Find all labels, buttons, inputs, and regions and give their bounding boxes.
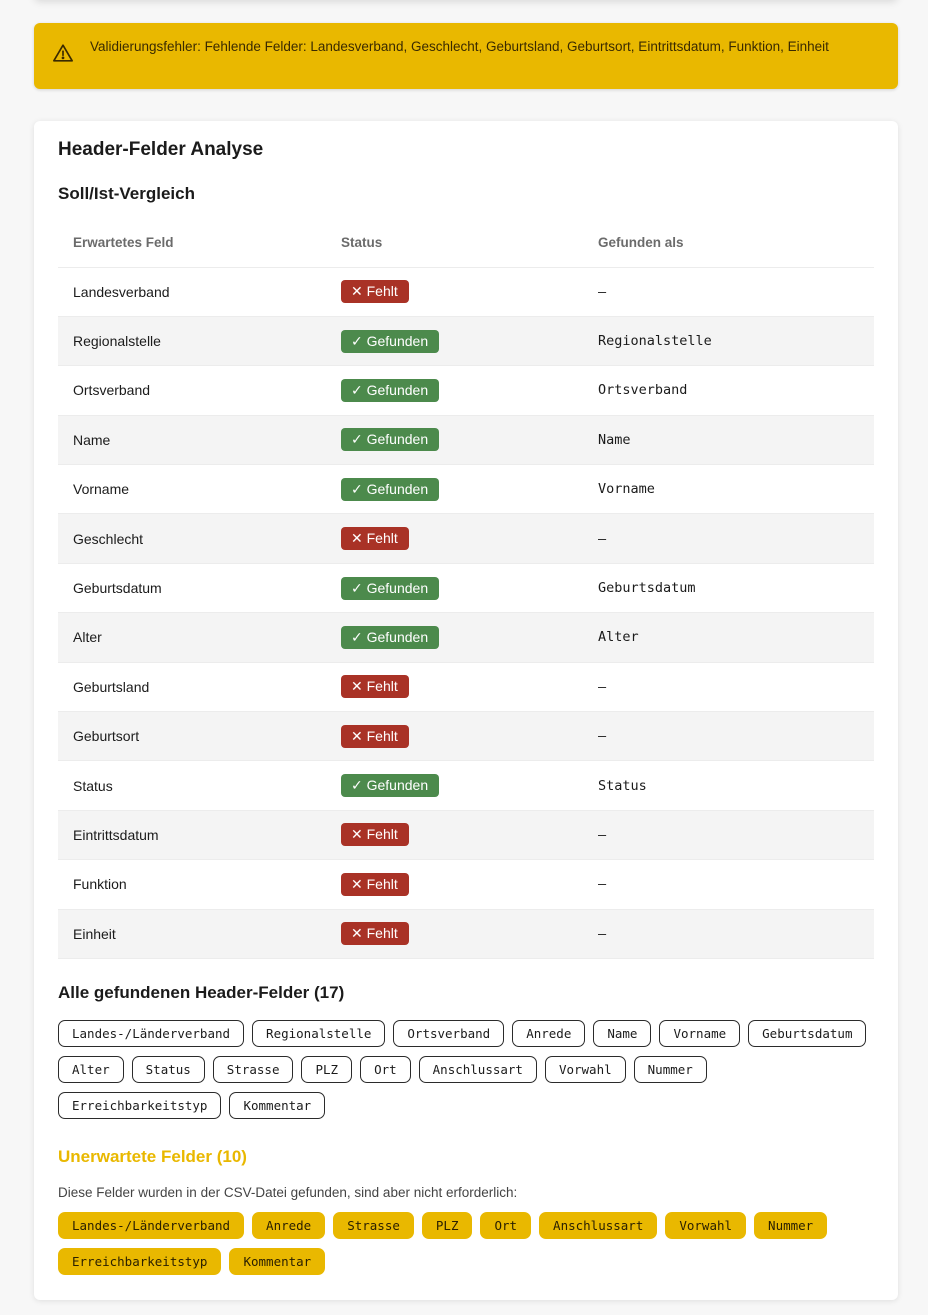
expected-field-cell: Landesverband — [58, 267, 326, 316]
expected-field-cell: Vorname — [58, 465, 326, 514]
status-badge-missing: ✕ Fehlt — [341, 527, 409, 550]
comparison-subtitle: Soll/Ist-Vergleich — [58, 184, 195, 203]
column-header-status: Status — [326, 218, 583, 267]
status-cell — [326, 712, 583, 761]
table-row — [58, 761, 874, 810]
found-as-cell: Alter — [583, 613, 874, 662]
table-row — [58, 712, 874, 761]
table-row — [58, 366, 874, 415]
found-as-cell: Status — [583, 761, 874, 810]
found-as-cell: Regionalstelle — [583, 316, 874, 365]
comparison-table — [58, 218, 874, 959]
alert-message: Validierungsfehler: Fehlende Felder: Landesverband, Geschlecht, Geburtsland, Geburtsort, Eintrittsdatum, Funktion, Einheit — [90, 39, 829, 54]
expected-field-cell: Geburtsland — [58, 662, 326, 711]
found-as-cell: – — [583, 909, 874, 958]
found-as-cell: – — [583, 514, 874, 563]
found-field-tag: Alter — [58, 1056, 124, 1083]
status-badge-found: ✓ Gefunden — [341, 774, 439, 797]
expected-field-cell: Geschlecht — [58, 514, 326, 563]
unexpected-field-tag: PLZ — [422, 1212, 473, 1239]
status-badge-missing: ✕ Fehlt — [341, 922, 409, 945]
unexpected-field-tag: Anschlussart — [539, 1212, 657, 1239]
table-row — [58, 810, 874, 859]
found-as-cell: Geburtsdatum — [583, 563, 874, 612]
found-as-cell: Ortsverband — [583, 366, 874, 415]
found-field-tag: Geburtsdatum — [748, 1020, 866, 1047]
found-field-tag: Name — [593, 1020, 651, 1047]
status-cell — [326, 563, 583, 612]
found-field-tag: Landes-/Länderverband — [58, 1020, 244, 1047]
expected-field-cell: Geburtsort — [58, 712, 326, 761]
found-field-tag: Ort — [360, 1056, 411, 1083]
found-field-tag: Ortsverband — [393, 1020, 504, 1047]
status-cell — [326, 267, 583, 316]
found-field-tag: Kommentar — [229, 1092, 325, 1119]
status-cell — [326, 465, 583, 514]
all-fields-title: Alle gefundenen Header-Felder (17) — [58, 983, 345, 1002]
found-as-cell: – — [583, 712, 874, 761]
found-as-cell: – — [583, 810, 874, 859]
table-row — [58, 267, 874, 316]
found-field-tag: Regionalstelle — [252, 1020, 385, 1047]
unexpected-field-tag: Erreichbarkeitstyp — [58, 1248, 221, 1275]
table-row — [58, 662, 874, 711]
status-badge-missing: ✕ Fehlt — [341, 280, 409, 303]
expected-field-cell: Ortsverband — [58, 366, 326, 415]
table-row — [58, 860, 874, 909]
column-header-found-as: Gefunden als — [583, 218, 874, 267]
all-fields-tag-list — [58, 1020, 878, 1128]
status-badge-found: ✓ Gefunden — [341, 379, 439, 402]
expected-field-cell: Einheit — [58, 909, 326, 958]
found-field-tag: Erreichbarkeitstyp — [58, 1092, 221, 1119]
status-cell — [326, 810, 583, 859]
found-as-cell: – — [583, 662, 874, 711]
header-analysis-card — [34, 121, 898, 1300]
table-row — [58, 613, 874, 662]
unexpected-field-tag: Anrede — [252, 1212, 325, 1239]
expected-field-cell: Regionalstelle — [58, 316, 326, 365]
expected-field-cell: Name — [58, 415, 326, 464]
unexpected-fields-title: Unerwartete Felder (10) — [58, 1147, 247, 1166]
column-header-expected: Erwartetes Feld — [58, 218, 326, 267]
table-header-row — [58, 218, 874, 267]
unexpected-field-tag: Landes-/Länderverband — [58, 1212, 244, 1239]
unexpected-fields-note: Diese Felder wurden in der CSV-Datei gefunden, sind aber nicht erforderlich: — [58, 1185, 518, 1200]
status-cell — [326, 415, 583, 464]
status-cell — [326, 909, 583, 958]
status-cell — [326, 613, 583, 662]
status-cell — [326, 662, 583, 711]
table-row — [58, 415, 874, 464]
expected-field-cell: Funktion — [58, 860, 326, 909]
status-badge-found: ✓ Gefunden — [341, 330, 439, 353]
found-field-tag: Status — [132, 1056, 205, 1083]
table-row — [58, 316, 874, 365]
status-cell — [326, 860, 583, 909]
unexpected-field-tag: Kommentar — [229, 1248, 325, 1275]
status-badge-missing: ✕ Fehlt — [341, 725, 409, 748]
found-as-cell: – — [583, 267, 874, 316]
status-cell — [326, 316, 583, 365]
found-as-cell: – — [583, 860, 874, 909]
warning-triangle-icon — [52, 42, 74, 64]
status-cell — [326, 366, 583, 415]
found-field-tag: Anschlussart — [419, 1056, 537, 1083]
unexpected-field-tag: Strasse — [333, 1212, 414, 1239]
table-row — [58, 563, 874, 612]
found-field-tag: PLZ — [301, 1056, 352, 1083]
found-field-tag: Vorname — [659, 1020, 740, 1047]
status-badge-found: ✓ Gefunden — [341, 478, 439, 501]
expected-field-cell: Geburtsdatum — [58, 563, 326, 612]
unexpected-field-tag: Nummer — [754, 1212, 827, 1239]
status-badge-missing: ✕ Fehlt — [341, 873, 409, 896]
status-badge-found: ✓ Gefunden — [341, 577, 439, 600]
found-as-cell: Name — [583, 415, 874, 464]
table-row — [58, 465, 874, 514]
found-field-tag: Nummer — [634, 1056, 707, 1083]
status-cell — [326, 514, 583, 563]
unexpected-field-tag: Ort — [480, 1212, 531, 1239]
status-badge-missing: ✕ Fehlt — [341, 823, 409, 846]
expected-field-cell: Eintrittsdatum — [58, 810, 326, 859]
unexpected-field-tag: Vorwahl — [665, 1212, 746, 1239]
status-badge-found: ✓ Gefunden — [341, 428, 439, 451]
table-row — [58, 909, 874, 958]
expected-field-cell: Status — [58, 761, 326, 810]
card-title: Header-Felder Analyse — [58, 139, 264, 160]
status-badge-missing: ✕ Fehlt — [341, 675, 409, 698]
status-cell — [326, 761, 583, 810]
found-as-cell: Vorname — [583, 465, 874, 514]
table-row — [58, 514, 874, 563]
unexpected-fields-tag-list — [58, 1212, 878, 1284]
found-field-tag: Vorwahl — [545, 1056, 626, 1083]
found-field-tag: Anrede — [512, 1020, 585, 1047]
expected-field-cell: Alter — [58, 613, 326, 662]
validation-error-alert — [34, 23, 898, 89]
found-field-tag: Strasse — [213, 1056, 294, 1083]
status-badge-found: ✓ Gefunden — [341, 626, 439, 649]
